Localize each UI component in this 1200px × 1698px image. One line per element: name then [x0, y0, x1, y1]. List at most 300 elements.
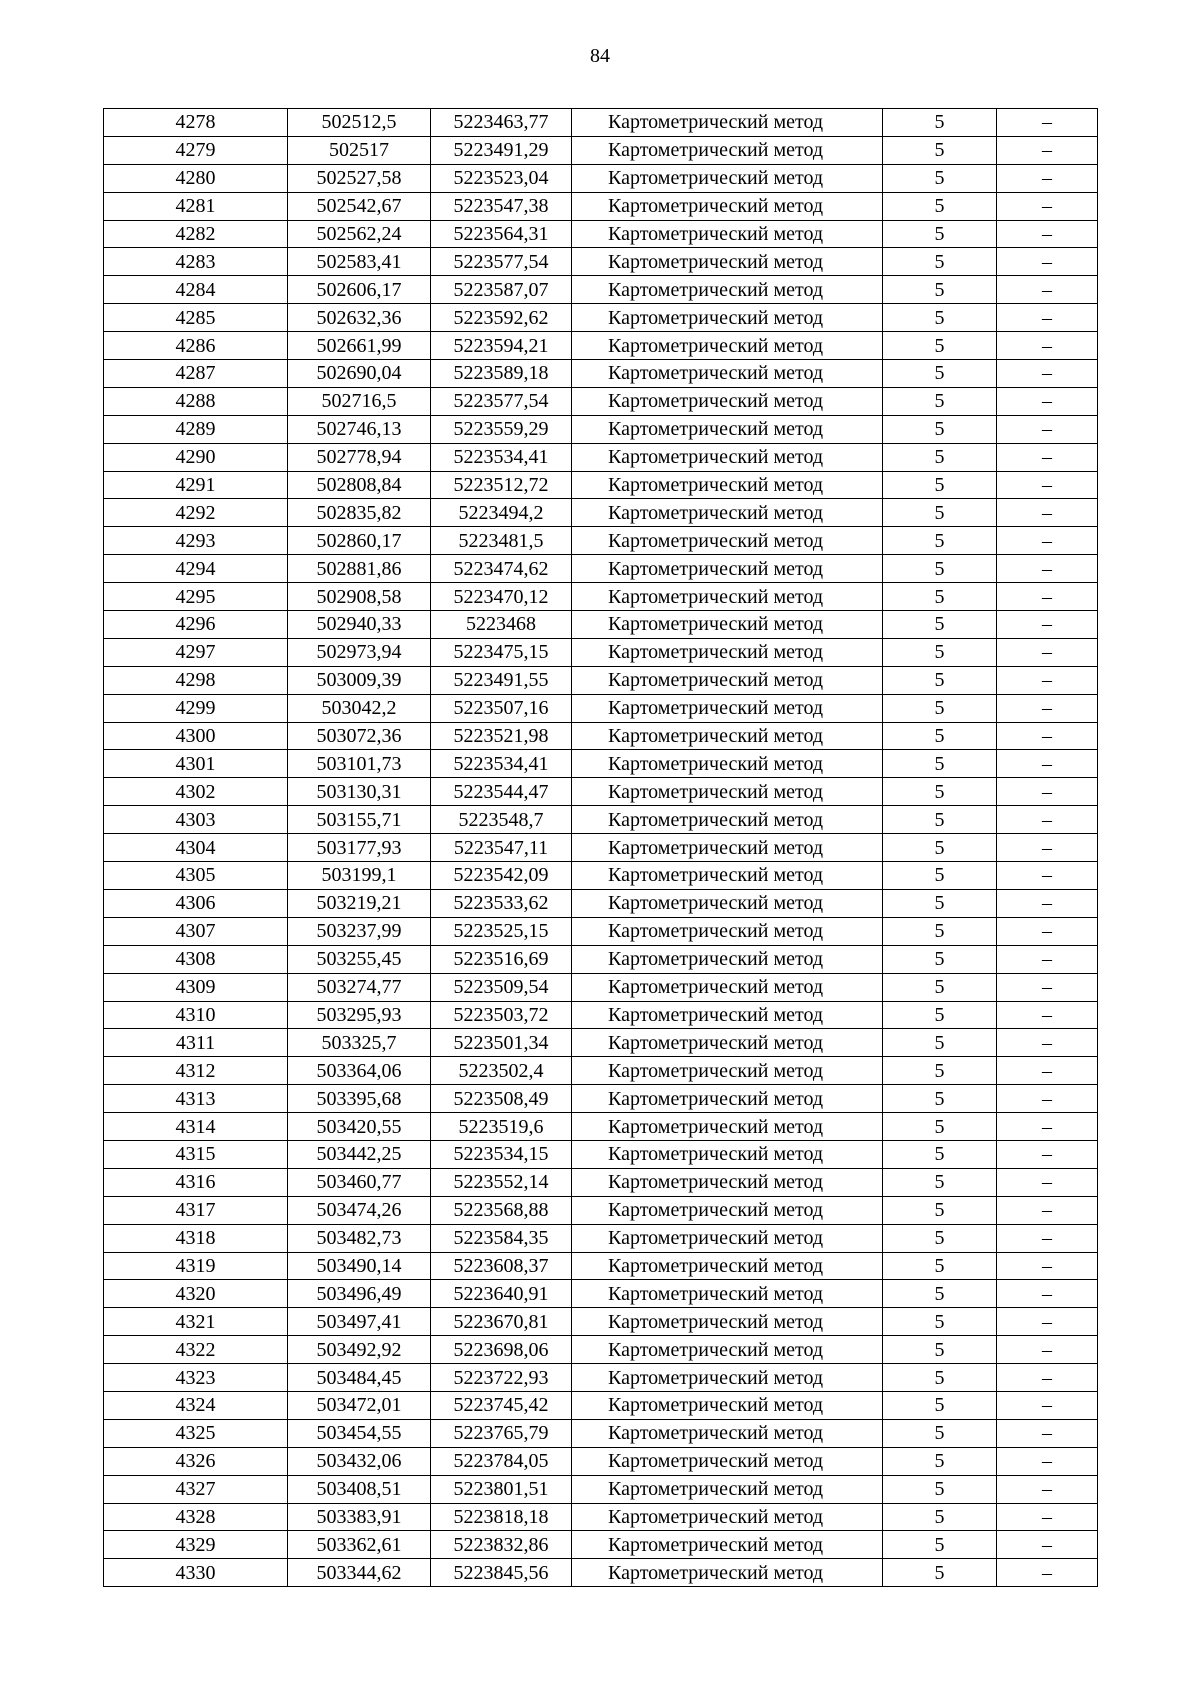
y-coordinate-cell: 5223474,62	[431, 555, 572, 583]
method-cell: Картометрический метод	[572, 499, 883, 527]
description-cell: –	[997, 889, 1098, 917]
table-row	[104, 1559, 1098, 1587]
y-coordinate-cell: 5223547,11	[431, 834, 572, 862]
table-row	[104, 220, 1098, 248]
method-cell: Картометрический метод	[572, 415, 883, 443]
x-coordinate-cell: 503219,21	[288, 889, 431, 917]
y-coordinate-cell: 5223584,35	[431, 1224, 572, 1252]
table-row	[104, 778, 1098, 806]
point-number-cell: 4320	[104, 1280, 288, 1308]
accuracy-cell: 5	[883, 806, 997, 834]
y-coordinate-cell: 5223589,18	[431, 360, 572, 388]
accuracy-cell: 5	[883, 862, 997, 890]
y-coordinate-cell: 5223559,29	[431, 415, 572, 443]
method-cell: Картометрический метод	[572, 387, 883, 415]
description-cell: –	[997, 778, 1098, 806]
point-number-cell: 4316	[104, 1168, 288, 1196]
point-number-cell: 4318	[104, 1224, 288, 1252]
description-cell: –	[997, 1475, 1098, 1503]
y-coordinate-cell: 5223832,86	[431, 1531, 572, 1559]
description-cell: –	[997, 276, 1098, 304]
y-coordinate-cell: 5223512,72	[431, 471, 572, 499]
description-cell: –	[997, 862, 1098, 890]
point-number-cell: 4296	[104, 611, 288, 639]
y-coordinate-cell: 5223534,41	[431, 750, 572, 778]
description-cell: –	[997, 1057, 1098, 1085]
y-coordinate-cell: 5223587,07	[431, 276, 572, 304]
method-cell: Картометрический метод	[572, 1475, 883, 1503]
x-coordinate-cell: 503295,93	[288, 1001, 431, 1029]
table-row	[104, 1029, 1098, 1057]
x-coordinate-cell: 503255,45	[288, 945, 431, 973]
x-coordinate-cell: 502908,58	[288, 583, 431, 611]
accuracy-cell: 5	[883, 471, 997, 499]
y-coordinate-cell: 5223845,56	[431, 1559, 572, 1587]
method-cell: Картометрический метод	[572, 1252, 883, 1280]
x-coordinate-cell: 502632,36	[288, 304, 431, 332]
x-coordinate-cell: 503474,26	[288, 1196, 431, 1224]
x-coordinate-cell: 503362,61	[288, 1531, 431, 1559]
method-cell: Картометрический метод	[572, 248, 883, 276]
x-coordinate-cell: 502583,41	[288, 248, 431, 276]
description-cell: –	[997, 1001, 1098, 1029]
table-row	[104, 722, 1098, 750]
description-cell: –	[997, 192, 1098, 220]
y-coordinate-cell: 5223475,15	[431, 638, 572, 666]
point-number-cell: 4288	[104, 387, 288, 415]
y-coordinate-cell: 5223525,15	[431, 917, 572, 945]
y-coordinate-cell: 5223698,06	[431, 1336, 572, 1364]
table-row	[104, 276, 1098, 304]
description-cell: –	[997, 332, 1098, 360]
coordinates-table	[103, 108, 1098, 1587]
x-coordinate-cell: 502881,86	[288, 555, 431, 583]
method-cell: Картометрический метод	[572, 1140, 883, 1168]
accuracy-cell: 5	[883, 192, 997, 220]
table-row	[104, 1419, 1098, 1447]
description-cell: –	[997, 611, 1098, 639]
x-coordinate-cell: 503497,41	[288, 1308, 431, 1336]
point-number-cell: 4322	[104, 1336, 288, 1364]
x-coordinate-cell: 503237,99	[288, 917, 431, 945]
accuracy-cell: 5	[883, 1419, 997, 1447]
point-number-cell: 4304	[104, 834, 288, 862]
y-coordinate-cell: 5223548,7	[431, 806, 572, 834]
x-coordinate-cell: 503460,77	[288, 1168, 431, 1196]
table-row	[104, 471, 1098, 499]
table-row	[104, 973, 1098, 1001]
y-coordinate-cell: 5223577,54	[431, 248, 572, 276]
table-row	[104, 1113, 1098, 1141]
accuracy-cell: 5	[883, 889, 997, 917]
x-coordinate-cell: 503344,62	[288, 1559, 431, 1587]
method-cell: Картометрический метод	[572, 555, 883, 583]
x-coordinate-cell: 503432,06	[288, 1447, 431, 1475]
coordinates-table-body	[104, 109, 1098, 1587]
x-coordinate-cell: 502716,5	[288, 387, 431, 415]
accuracy-cell: 5	[883, 415, 997, 443]
point-number-cell: 4284	[104, 276, 288, 304]
point-number-cell: 4306	[104, 889, 288, 917]
accuracy-cell: 5	[883, 555, 997, 583]
accuracy-cell: 5	[883, 1308, 997, 1336]
point-number-cell: 4317	[104, 1196, 288, 1224]
x-coordinate-cell: 503442,25	[288, 1140, 431, 1168]
method-cell: Картометрический метод	[572, 1001, 883, 1029]
accuracy-cell: 5	[883, 1168, 997, 1196]
table-row	[104, 1085, 1098, 1113]
x-coordinate-cell: 503274,77	[288, 973, 431, 1001]
y-coordinate-cell: 5223533,62	[431, 889, 572, 917]
accuracy-cell: 5	[883, 1057, 997, 1085]
description-cell: –	[997, 527, 1098, 555]
description-cell: –	[997, 806, 1098, 834]
table-row	[104, 1252, 1098, 1280]
accuracy-cell: 5	[883, 1391, 997, 1419]
table-row	[104, 109, 1098, 137]
description-cell: –	[997, 1308, 1098, 1336]
point-number-cell: 4326	[104, 1447, 288, 1475]
accuracy-cell: 5	[883, 917, 997, 945]
table-row	[104, 1531, 1098, 1559]
point-number-cell: 4289	[104, 415, 288, 443]
x-coordinate-cell: 503101,73	[288, 750, 431, 778]
y-coordinate-cell: 5223470,12	[431, 583, 572, 611]
table-row	[104, 806, 1098, 834]
table-row	[104, 1475, 1098, 1503]
method-cell: Картометрический метод	[572, 1057, 883, 1085]
point-number-cell: 4329	[104, 1531, 288, 1559]
table-row	[104, 889, 1098, 917]
x-coordinate-cell: 502746,13	[288, 415, 431, 443]
table-row	[104, 443, 1098, 471]
table-row	[104, 527, 1098, 555]
table-row	[104, 1168, 1098, 1196]
description-cell: –	[997, 750, 1098, 778]
table-row	[104, 945, 1098, 973]
y-coordinate-cell: 5223503,72	[431, 1001, 572, 1029]
point-number-cell: 4308	[104, 945, 288, 973]
table-row	[104, 862, 1098, 890]
description-cell: –	[997, 1391, 1098, 1419]
accuracy-cell: 5	[883, 136, 997, 164]
x-coordinate-cell: 502527,58	[288, 164, 431, 192]
method-cell: Картометрический метод	[572, 1224, 883, 1252]
accuracy-cell: 5	[883, 1531, 997, 1559]
x-coordinate-cell: 503482,73	[288, 1224, 431, 1252]
x-coordinate-cell: 502542,67	[288, 192, 431, 220]
point-number-cell: 4290	[104, 443, 288, 471]
table-row	[104, 750, 1098, 778]
point-number-cell: 4303	[104, 806, 288, 834]
point-number-cell: 4312	[104, 1057, 288, 1085]
table-row	[104, 192, 1098, 220]
x-coordinate-cell: 503484,45	[288, 1364, 431, 1392]
method-cell: Картометрический метод	[572, 1531, 883, 1559]
y-coordinate-cell: 5223468	[431, 611, 572, 639]
description-cell: –	[997, 136, 1098, 164]
method-cell: Картометрический метод	[572, 192, 883, 220]
x-coordinate-cell: 503042,2	[288, 694, 431, 722]
y-coordinate-cell: 5223491,29	[431, 136, 572, 164]
description-cell: –	[997, 1140, 1098, 1168]
accuracy-cell: 5	[883, 1475, 997, 1503]
description-cell: –	[997, 471, 1098, 499]
description-cell: –	[997, 638, 1098, 666]
accuracy-cell: 5	[883, 527, 997, 555]
accuracy-cell: 5	[883, 1252, 997, 1280]
y-coordinate-cell: 5223547,38	[431, 192, 572, 220]
description-cell: –	[997, 945, 1098, 973]
accuracy-cell: 5	[883, 1113, 997, 1141]
method-cell: Картометрический метод	[572, 862, 883, 890]
x-coordinate-cell: 503496,49	[288, 1280, 431, 1308]
description-cell: –	[997, 834, 1098, 862]
point-number-cell: 4311	[104, 1029, 288, 1057]
x-coordinate-cell: 503199,1	[288, 862, 431, 890]
table-row	[104, 1447, 1098, 1475]
x-coordinate-cell: 502808,84	[288, 471, 431, 499]
point-number-cell: 4307	[104, 917, 288, 945]
method-cell: Картометрический метод	[572, 276, 883, 304]
method-cell: Картометрический метод	[572, 1559, 883, 1587]
description-cell: –	[997, 499, 1098, 527]
accuracy-cell: 5	[883, 1364, 997, 1392]
x-coordinate-cell: 502512,5	[288, 109, 431, 137]
point-number-cell: 4330	[104, 1559, 288, 1587]
method-cell: Картометрический метод	[572, 360, 883, 388]
x-coordinate-cell: 503009,39	[288, 666, 431, 694]
table-row	[104, 1057, 1098, 1085]
table-row	[104, 638, 1098, 666]
method-cell: Картометрический метод	[572, 1113, 883, 1141]
y-coordinate-cell: 5223608,37	[431, 1252, 572, 1280]
method-cell: Картометрический метод	[572, 1085, 883, 1113]
method-cell: Картометрический метод	[572, 722, 883, 750]
y-coordinate-cell: 5223544,47	[431, 778, 572, 806]
table-row	[104, 1503, 1098, 1531]
y-coordinate-cell: 5223521,98	[431, 722, 572, 750]
x-coordinate-cell: 503325,7	[288, 1029, 431, 1057]
table-row	[104, 666, 1098, 694]
y-coordinate-cell: 5223502,4	[431, 1057, 572, 1085]
description-cell: –	[997, 694, 1098, 722]
y-coordinate-cell: 5223481,5	[431, 527, 572, 555]
table-row	[104, 834, 1098, 862]
point-number-cell: 4302	[104, 778, 288, 806]
table-row	[104, 136, 1098, 164]
point-number-cell: 4321	[104, 1308, 288, 1336]
point-number-cell: 4279	[104, 136, 288, 164]
method-cell: Картометрический метод	[572, 109, 883, 137]
y-coordinate-cell: 5223523,04	[431, 164, 572, 192]
description-cell: –	[997, 164, 1098, 192]
description-cell: –	[997, 1224, 1098, 1252]
description-cell: –	[997, 1085, 1098, 1113]
y-coordinate-cell: 5223494,2	[431, 499, 572, 527]
point-number-cell: 4315	[104, 1140, 288, 1168]
y-coordinate-cell: 5223508,49	[431, 1085, 572, 1113]
point-number-cell: 4301	[104, 750, 288, 778]
method-cell: Картометрический метод	[572, 1308, 883, 1336]
table-row	[104, 1001, 1098, 1029]
x-coordinate-cell: 502690,04	[288, 360, 431, 388]
accuracy-cell: 5	[883, 1559, 997, 1587]
x-coordinate-cell: 502778,94	[288, 443, 431, 471]
method-cell: Картометрический метод	[572, 332, 883, 360]
method-cell: Картометрический метод	[572, 1336, 883, 1364]
x-coordinate-cell: 502661,99	[288, 332, 431, 360]
point-number-cell: 4298	[104, 666, 288, 694]
description-cell: –	[997, 304, 1098, 332]
x-coordinate-cell: 503454,55	[288, 1419, 431, 1447]
y-coordinate-cell: 5223765,79	[431, 1419, 572, 1447]
point-number-cell: 4305	[104, 862, 288, 890]
point-number-cell: 4310	[104, 1001, 288, 1029]
y-coordinate-cell: 5223745,42	[431, 1391, 572, 1419]
x-coordinate-cell: 503072,36	[288, 722, 431, 750]
point-number-cell: 4319	[104, 1252, 288, 1280]
point-number-cell: 4285	[104, 304, 288, 332]
y-coordinate-cell: 5223564,31	[431, 220, 572, 248]
table-row	[104, 1280, 1098, 1308]
x-coordinate-cell: 502860,17	[288, 527, 431, 555]
accuracy-cell: 5	[883, 1140, 997, 1168]
method-cell: Картометрический метод	[572, 1029, 883, 1057]
y-coordinate-cell: 5223534,41	[431, 443, 572, 471]
y-coordinate-cell: 5223542,09	[431, 862, 572, 890]
accuracy-cell: 5	[883, 1196, 997, 1224]
y-coordinate-cell: 5223507,16	[431, 694, 572, 722]
table-row	[104, 611, 1098, 639]
y-coordinate-cell: 5223801,51	[431, 1475, 572, 1503]
accuracy-cell: 5	[883, 1280, 997, 1308]
accuracy-cell: 5	[883, 666, 997, 694]
method-cell: Картометрический метод	[572, 973, 883, 1001]
description-cell: –	[997, 443, 1098, 471]
y-coordinate-cell: 5223501,34	[431, 1029, 572, 1057]
point-number-cell: 4291	[104, 471, 288, 499]
accuracy-cell: 5	[883, 750, 997, 778]
table-row	[104, 360, 1098, 388]
accuracy-cell: 5	[883, 443, 997, 471]
accuracy-cell: 5	[883, 638, 997, 666]
y-coordinate-cell: 5223552,14	[431, 1168, 572, 1196]
description-cell: –	[997, 1168, 1098, 1196]
point-number-cell: 4299	[104, 694, 288, 722]
description-cell: –	[997, 583, 1098, 611]
y-coordinate-cell: 5223592,62	[431, 304, 572, 332]
point-number-cell: 4313	[104, 1085, 288, 1113]
table-row	[104, 1140, 1098, 1168]
x-coordinate-cell: 503490,14	[288, 1252, 431, 1280]
description-cell: –	[997, 1503, 1098, 1531]
description-cell: –	[997, 1336, 1098, 1364]
table-row	[104, 415, 1098, 443]
accuracy-cell: 5	[883, 248, 997, 276]
point-number-cell: 4281	[104, 192, 288, 220]
point-number-cell: 4293	[104, 527, 288, 555]
method-cell: Картометрический метод	[572, 1168, 883, 1196]
description-cell: –	[997, 1280, 1098, 1308]
description-cell: –	[997, 1196, 1098, 1224]
x-coordinate-cell: 503364,06	[288, 1057, 431, 1085]
description-cell: –	[997, 1029, 1098, 1057]
method-cell: Картометрический метод	[572, 834, 883, 862]
method-cell: Картометрический метод	[572, 917, 883, 945]
method-cell: Картометрический метод	[572, 666, 883, 694]
method-cell: Картометрический метод	[572, 1196, 883, 1224]
y-coordinate-cell: 5223509,54	[431, 973, 572, 1001]
x-coordinate-cell: 502835,82	[288, 499, 431, 527]
accuracy-cell: 5	[883, 1224, 997, 1252]
y-coordinate-cell: 5223577,54	[431, 387, 572, 415]
point-number-cell: 4287	[104, 360, 288, 388]
y-coordinate-cell: 5223722,93	[431, 1364, 572, 1392]
y-coordinate-cell: 5223818,18	[431, 1503, 572, 1531]
accuracy-cell: 5	[883, 276, 997, 304]
table-row	[104, 332, 1098, 360]
x-coordinate-cell: 502517	[288, 136, 431, 164]
y-coordinate-cell: 5223568,88	[431, 1196, 572, 1224]
description-cell: –	[997, 666, 1098, 694]
accuracy-cell: 5	[883, 1085, 997, 1113]
accuracy-cell: 5	[883, 973, 997, 1001]
x-coordinate-cell: 503383,91	[288, 1503, 431, 1531]
description-cell: –	[997, 1559, 1098, 1587]
description-cell: –	[997, 1531, 1098, 1559]
accuracy-cell: 5	[883, 499, 997, 527]
point-number-cell: 4325	[104, 1419, 288, 1447]
accuracy-cell: 5	[883, 1029, 997, 1057]
description-cell: –	[997, 248, 1098, 276]
method-cell: Картометрический метод	[572, 778, 883, 806]
y-coordinate-cell: 5223670,81	[431, 1308, 572, 1336]
accuracy-cell: 5	[883, 1336, 997, 1364]
x-coordinate-cell: 503492,92	[288, 1336, 431, 1364]
y-coordinate-cell: 5223534,15	[431, 1140, 572, 1168]
accuracy-cell: 5	[883, 1447, 997, 1475]
x-coordinate-cell: 502973,94	[288, 638, 431, 666]
method-cell: Картометрический метод	[572, 694, 883, 722]
table-row	[104, 1196, 1098, 1224]
x-coordinate-cell: 503408,51	[288, 1475, 431, 1503]
x-coordinate-cell: 503395,68	[288, 1085, 431, 1113]
point-number-cell: 4324	[104, 1391, 288, 1419]
description-cell: –	[997, 1419, 1098, 1447]
accuracy-cell: 5	[883, 778, 997, 806]
method-cell: Картометрический метод	[572, 1447, 883, 1475]
method-cell: Картометрический метод	[572, 945, 883, 973]
method-cell: Картометрический метод	[572, 1364, 883, 1392]
description-cell: –	[997, 917, 1098, 945]
point-number-cell: 4297	[104, 638, 288, 666]
method-cell: Картометрический метод	[572, 527, 883, 555]
point-number-cell: 4280	[104, 164, 288, 192]
method-cell: Картометрический метод	[572, 304, 883, 332]
y-coordinate-cell: 5223784,05	[431, 1447, 572, 1475]
method-cell: Картометрический метод	[572, 889, 883, 917]
y-coordinate-cell: 5223491,55	[431, 666, 572, 694]
table-row	[104, 917, 1098, 945]
table-row	[104, 248, 1098, 276]
x-coordinate-cell: 503472,01	[288, 1391, 431, 1419]
accuracy-cell: 5	[883, 220, 997, 248]
table-row	[104, 555, 1098, 583]
table-row	[104, 583, 1098, 611]
accuracy-cell: 5	[883, 834, 997, 862]
accuracy-cell: 5	[883, 694, 997, 722]
